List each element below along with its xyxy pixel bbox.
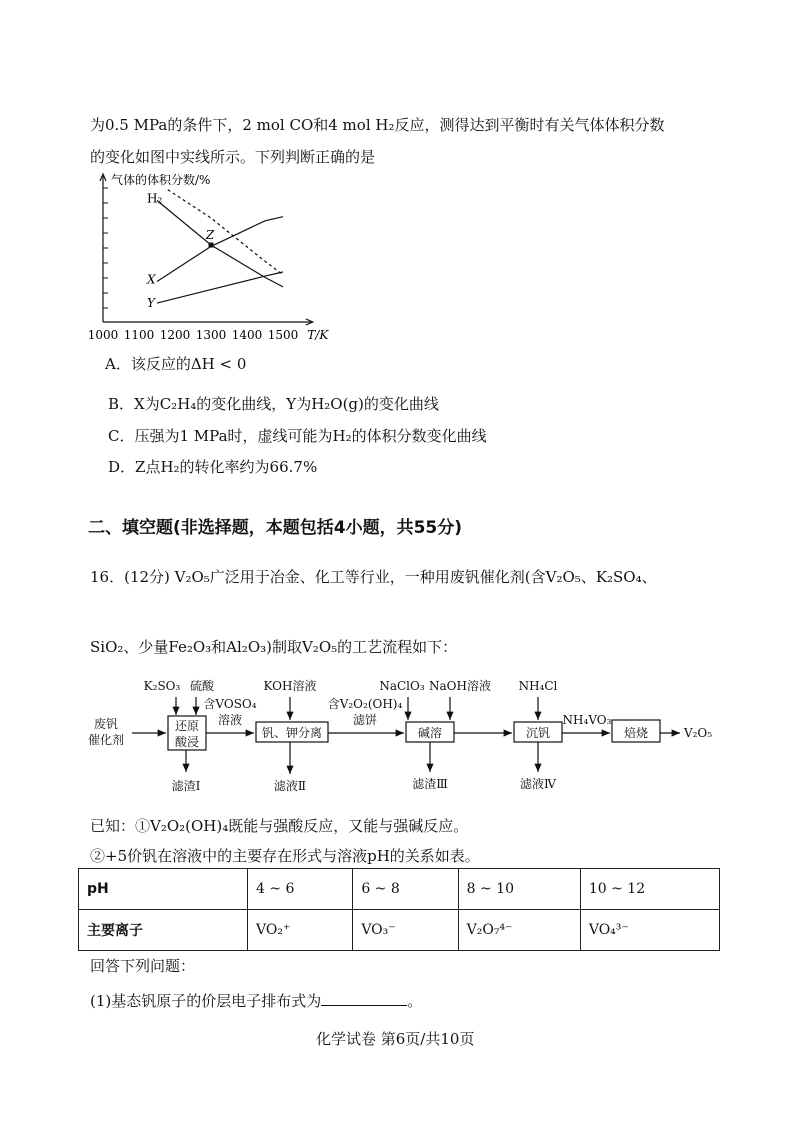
table-cell: 8 ~ 10 bbox=[458, 869, 580, 910]
box3-label: 碱溶 bbox=[417, 726, 443, 740]
ph-ion-table bbox=[78, 868, 720, 951]
series-line-dashed bbox=[168, 190, 283, 275]
flow-waste-2: 滤液Ⅱ bbox=[273, 779, 307, 793]
intro-line-1: 为0.5 MPa的条件下，2 mol CO和4 mol H₂反应，测得达到平衡时有关气体体积分数 bbox=[90, 116, 665, 134]
answer-blank[interactable] bbox=[321, 991, 407, 1006]
box1-line-2: 酸浸 bbox=[174, 735, 200, 749]
table-row bbox=[79, 910, 720, 951]
section-title: 二、填空题(非选择题，本题包括4小题，共55分) bbox=[88, 518, 463, 538]
table-cell: VO₃⁻ bbox=[353, 910, 458, 951]
intro-line-2: 的变化如图中实线所示。下列判断正确的是 bbox=[90, 148, 376, 166]
flow-reagent-h2so4: 硫酸 bbox=[189, 679, 215, 693]
sub-question-1-text: (1)基态钒原子的价层电子排布式为 bbox=[90, 992, 322, 1010]
known-2: ②+5价钒在溶液中的主要存在形式与溶液pH的关系如表。 bbox=[90, 847, 480, 865]
series-line-H₂ bbox=[157, 201, 283, 287]
series-label: Y bbox=[147, 296, 155, 311]
option-b[interactable]: B．X为C₂H₄的变化曲线，Y为H₂O(g)的变化曲线 bbox=[108, 395, 439, 413]
x-tick-label: 1500 bbox=[267, 328, 299, 342]
table-row-label-ph: pH bbox=[79, 869, 248, 910]
x-tick-label: 1300 bbox=[195, 328, 227, 342]
flow-reagent-naoh: NaOH溶液 bbox=[429, 679, 491, 693]
series-label: H₂ bbox=[147, 191, 163, 206]
x-tick-label: 1200 bbox=[159, 328, 191, 342]
series-line-X bbox=[157, 217, 283, 282]
box5-label: 焙烧 bbox=[623, 726, 649, 740]
table-row-label-ion: 主要离子 bbox=[79, 910, 248, 951]
box1-line-1: 还原 bbox=[174, 719, 200, 733]
option-a[interactable]: A．该反应的ΔH < 0 bbox=[105, 355, 247, 373]
x-tick-label: 1000 bbox=[87, 328, 119, 342]
flow-reagent-koh: KOH溶液 bbox=[263, 679, 317, 693]
table-cell: 10 ~ 12 bbox=[580, 869, 719, 910]
flow-mid-2a: 含V₂O₂(OH)₄ bbox=[327, 697, 403, 711]
table-cell: VO₂⁺ bbox=[248, 910, 353, 951]
series-line-Y bbox=[157, 272, 283, 303]
answer-prompt: 回答下列问题： bbox=[90, 957, 196, 975]
known-1: 已知：①V₂O₂(OH)₄既能与强酸反应，又能与强碱反应。 bbox=[90, 817, 469, 835]
flow-reagent-nh4cl: NH₄Cl bbox=[518, 679, 558, 693]
flow-input-2: 催化剂 bbox=[87, 733, 125, 747]
flow-input-1: 废钒 bbox=[93, 717, 119, 731]
flow-output: V₂O₅ bbox=[683, 726, 713, 740]
box4-label: 沉钒 bbox=[525, 726, 551, 740]
flow-waste-4: 滤液Ⅳ bbox=[520, 777, 556, 791]
gas-fraction-chart bbox=[85, 170, 355, 348]
box2-label: 钒、钾分离 bbox=[261, 726, 323, 740]
table-row bbox=[79, 869, 720, 910]
table-cell: V₂O₇⁴⁻ bbox=[458, 910, 580, 951]
flow-mid-2b: 滤饼 bbox=[352, 713, 378, 727]
series-label: X bbox=[147, 272, 156, 287]
sub-question-1-end: 。 bbox=[407, 992, 423, 1010]
flow-mid-1a: 含VOSO₄ bbox=[203, 697, 257, 711]
x-tick-label: 1400 bbox=[231, 328, 263, 342]
option-d[interactable]: D．Z点H₂的转化率约为66.7% bbox=[108, 458, 318, 476]
table-cell: VO₄³⁻ bbox=[580, 910, 719, 951]
page-footer: 化学试卷 第6页/共10页 bbox=[316, 1030, 475, 1048]
flow-reagent-naclo3: NaClO₃ bbox=[379, 679, 425, 693]
process-flowchart bbox=[80, 672, 720, 802]
q16-line-2: SiO₂、少量Fe₂O₃和Al₂O₃)制取V₂O₅的工艺流程如下： bbox=[90, 638, 458, 656]
point-z-label: Z bbox=[205, 228, 215, 243]
point-z-marker bbox=[209, 243, 214, 248]
x-axis-label: T/K bbox=[307, 328, 329, 342]
table-cell: 4 ~ 6 bbox=[248, 869, 353, 910]
flow-reagent-k2so3: K₂SO₃ bbox=[143, 679, 181, 693]
table-cell: 6 ~ 8 bbox=[353, 869, 458, 910]
q16-line-1: 16．(12分) V₂O₅广泛用于冶金、化工等行业，一种用废钒催化剂(含V₂O₅、K₂SO₄、 bbox=[90, 568, 657, 586]
flow-mid-4: NH₄VO₃ bbox=[562, 713, 612, 727]
flow-mid-1b: 溶液 bbox=[217, 713, 243, 727]
option-c[interactable]: C．压强为1 MPa时，虚线可能为H₂的体积分数变化曲线 bbox=[108, 427, 487, 445]
y-axis-label: 气体的体积分数/% bbox=[111, 173, 211, 187]
sub-question-1 bbox=[90, 990, 422, 1011]
flow-waste-1: 滤渣Ⅰ bbox=[171, 779, 201, 793]
flow-waste-3: 滤渣Ⅲ bbox=[412, 777, 448, 791]
x-tick-label: 1100 bbox=[123, 328, 155, 342]
